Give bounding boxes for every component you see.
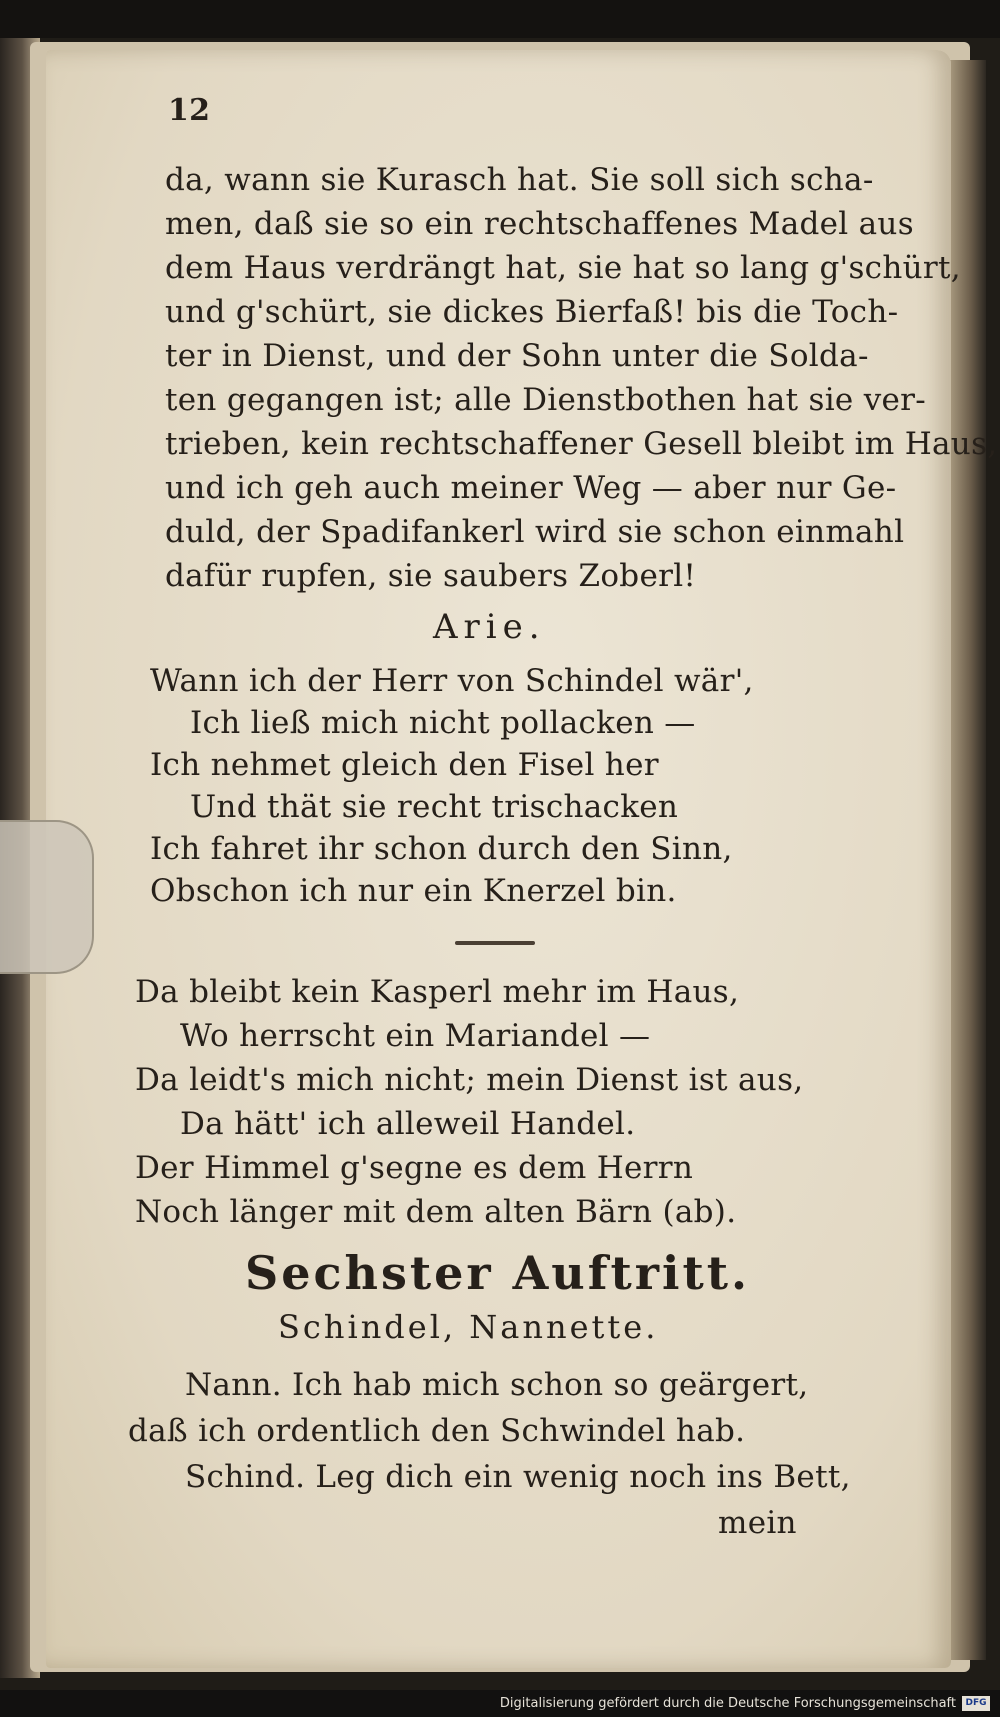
page-number: 12 <box>168 93 211 128</box>
scene-characters: Schindel, Nannette. <box>278 1308 659 1346</box>
verse-divider <box>455 941 535 945</box>
dialogue-line: Schind. Leg dich ein wenig noch ins Bett, <box>185 1459 851 1495</box>
verse-line: Da hätt' ich alleweil Handel. <box>180 1106 636 1142</box>
verse-line: Ich nehmet gleich den Fisel her <box>150 747 659 783</box>
speech-line: dafür rupfen, sie saubers Zoberl! <box>165 558 697 594</box>
verse-line: Und thät sie recht trischacken <box>190 789 679 825</box>
dfg-logo-icon: DFG <box>962 1696 990 1711</box>
verse-line: Da bleibt kein Kasperl mehr im Haus, <box>135 974 740 1010</box>
verse-line: Da leidt's mich nicht; mein Dienst ist aus, <box>135 1062 804 1098</box>
verse-line: Der Himmel g'segne es dem Herrn <box>135 1150 694 1186</box>
footer-credit: Digitalisierung gefördert durch die Deutsche Forschungsgemeinschaft <box>499 1696 956 1711</box>
speech-line: duld, der Spadifankerl wird sie schon einmahl <box>165 514 905 550</box>
verse-line: Noch länger mit dem alten Bärn (ab). <box>135 1194 737 1230</box>
verse-line: Ich ließ mich nicht pollacken — <box>190 705 696 741</box>
speech-line: dem Haus verdrängt hat, sie hat so lang g'schürt, <box>165 250 961 286</box>
verse-line: Ich fahret ihr schon durch den Sinn, <box>150 831 733 867</box>
verse-line: Obschon ich nur ein Knerzel bin. <box>150 873 677 909</box>
speech-line: ter in Dienst, und der Sohn unter die Solda- <box>165 338 869 374</box>
dialogue-line: daß ich ordentlich den Schwindel hab. <box>128 1413 746 1449</box>
dialogue-line: Nann. Ich hab mich schon so geärgert, <box>185 1367 809 1403</box>
speech-line: trieben, kein rechtschaffener Gesell bleibt im Haus, <box>165 426 998 462</box>
verse-line: Wann ich der Herr von Schindel wär', <box>150 663 754 699</box>
catchword: mein <box>718 1505 797 1541</box>
speech-line: men, daß sie so ein rechtschaffenes Madel aus <box>165 206 914 242</box>
speech-line: und ich geh auch meiner Weg — aber nur Ge- <box>165 470 897 506</box>
speech-line: da, wann sie Kurasch hat. Sie soll sich scha- <box>165 162 874 198</box>
footer-bar <box>0 1690 1000 1717</box>
verse-line: Wo herrscht ein Mariandel — <box>180 1018 651 1054</box>
scene-heading: Sechster Auftritt. <box>245 1246 750 1300</box>
aria-heading: Arie. <box>433 607 546 647</box>
speech-line: ten gegangen ist; alle Dienstbothen hat sie ver- <box>165 382 927 418</box>
speech-line: und g'schürt, sie dickes Bierfaß! bis die Toch- <box>165 294 899 330</box>
